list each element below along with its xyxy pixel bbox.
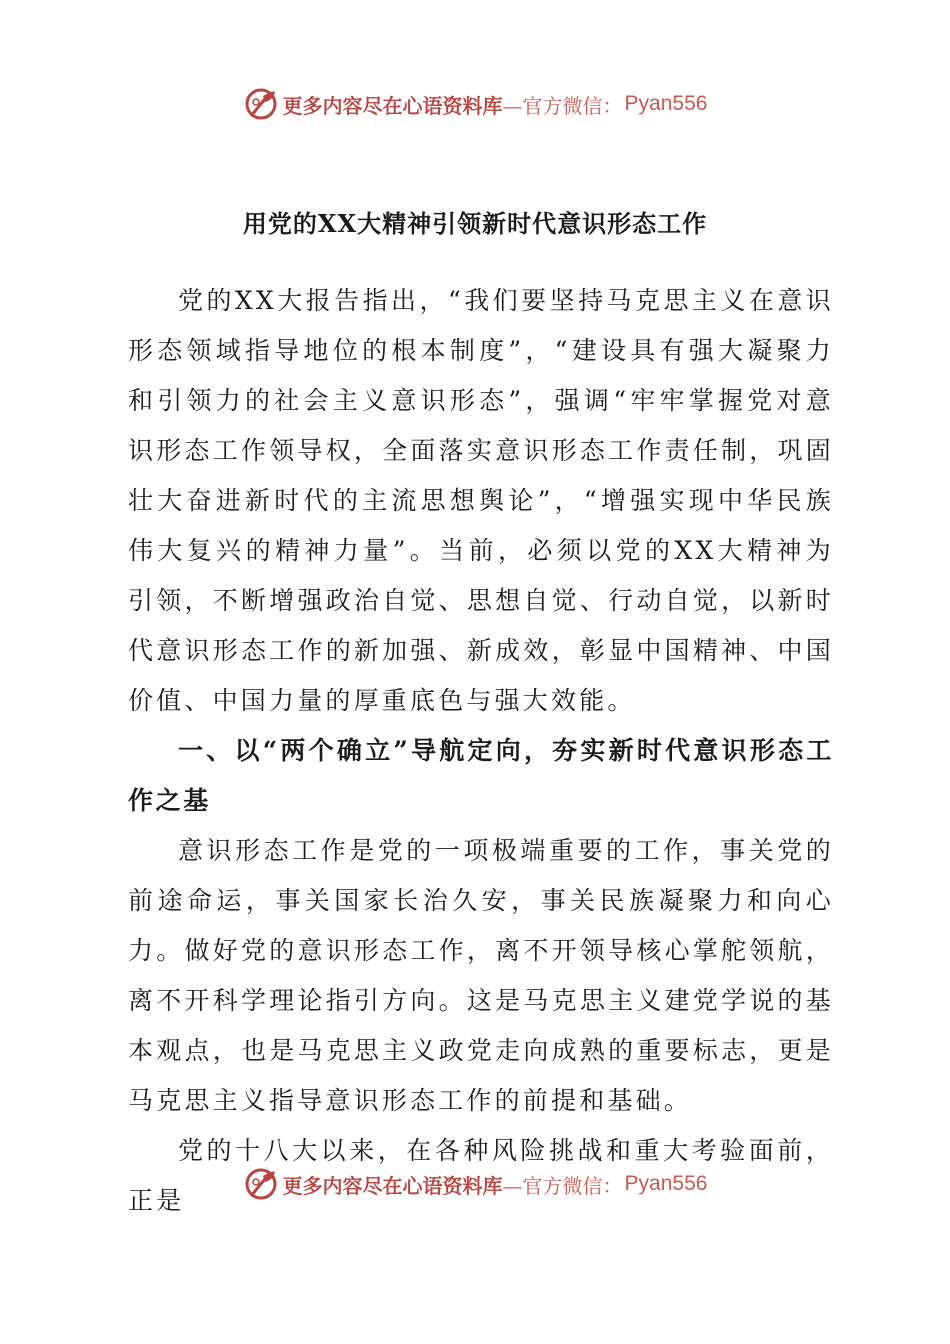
watermark-tail-text: —官方微信：	[502, 1173, 623, 1198]
watermark-lead-text: 更多内容尽在心语资料库	[282, 93, 503, 118]
document-title: 用党的XX大精神引领新时代意识形态工作	[242, 209, 708, 238]
watermark-lead-text: 更多内容尽在心语资料库	[282, 1173, 503, 1198]
header-watermark	[0, 82, 950, 126]
section-heading: 一、以“两个确立”导航定向，夯实新时代意识形态工作之基	[128, 736, 834, 815]
watermark-tail-text: —官方微信：	[502, 93, 623, 118]
body-paragraph: 党的XX大报告指出，“我们要坚持马克思主义在意识形态领域指导地位的根本制度”，“建设具有强大凝聚力和引领力的社会主义意识形态”，强调“牢牢掌握党对意识形态工作领导权，全面落实意识形态工作责任制，巩固壮大奋进新时代的主流思想舆论”，“增强实现中华民族伟大复兴的精神力量”。当前，必须以党的XX大精神为引领，不断增强政治自觉、思想自觉、行动自觉，以新时代意识形态工作的新加强、新成效，彰显中国精神、中国价值、中国力量的厚重底色与强大效能。	[128, 286, 834, 715]
body-paragraph: 党的十八大以来，在各种风险挑战和重大考验面前，正是	[128, 1136, 834, 1215]
body-paragraph: 意识形态工作是党的一项极端重要的工作，事关党的前途命运，事关国家长治久安，事关民族凝聚力和向心力。做好党的意识形态工作，离不开领导核心掌舵领航，离不开科学理论指引方向。这是马克思主义建党学说的基本观点，也是马克思主义政党走向成熟的重要标志，更是马克思主义指导意识形态工作的前提和基础。	[128, 836, 834, 1115]
quill-seal-icon	[243, 86, 279, 122]
watermark-wechat-id: Pyan556	[624, 1172, 708, 1195]
quill-seal-icon	[243, 1166, 279, 1202]
footer-watermark	[0, 1162, 950, 1206]
watermark-wechat-id: Pyan556	[624, 92, 708, 115]
document-body	[128, 276, 834, 1226]
